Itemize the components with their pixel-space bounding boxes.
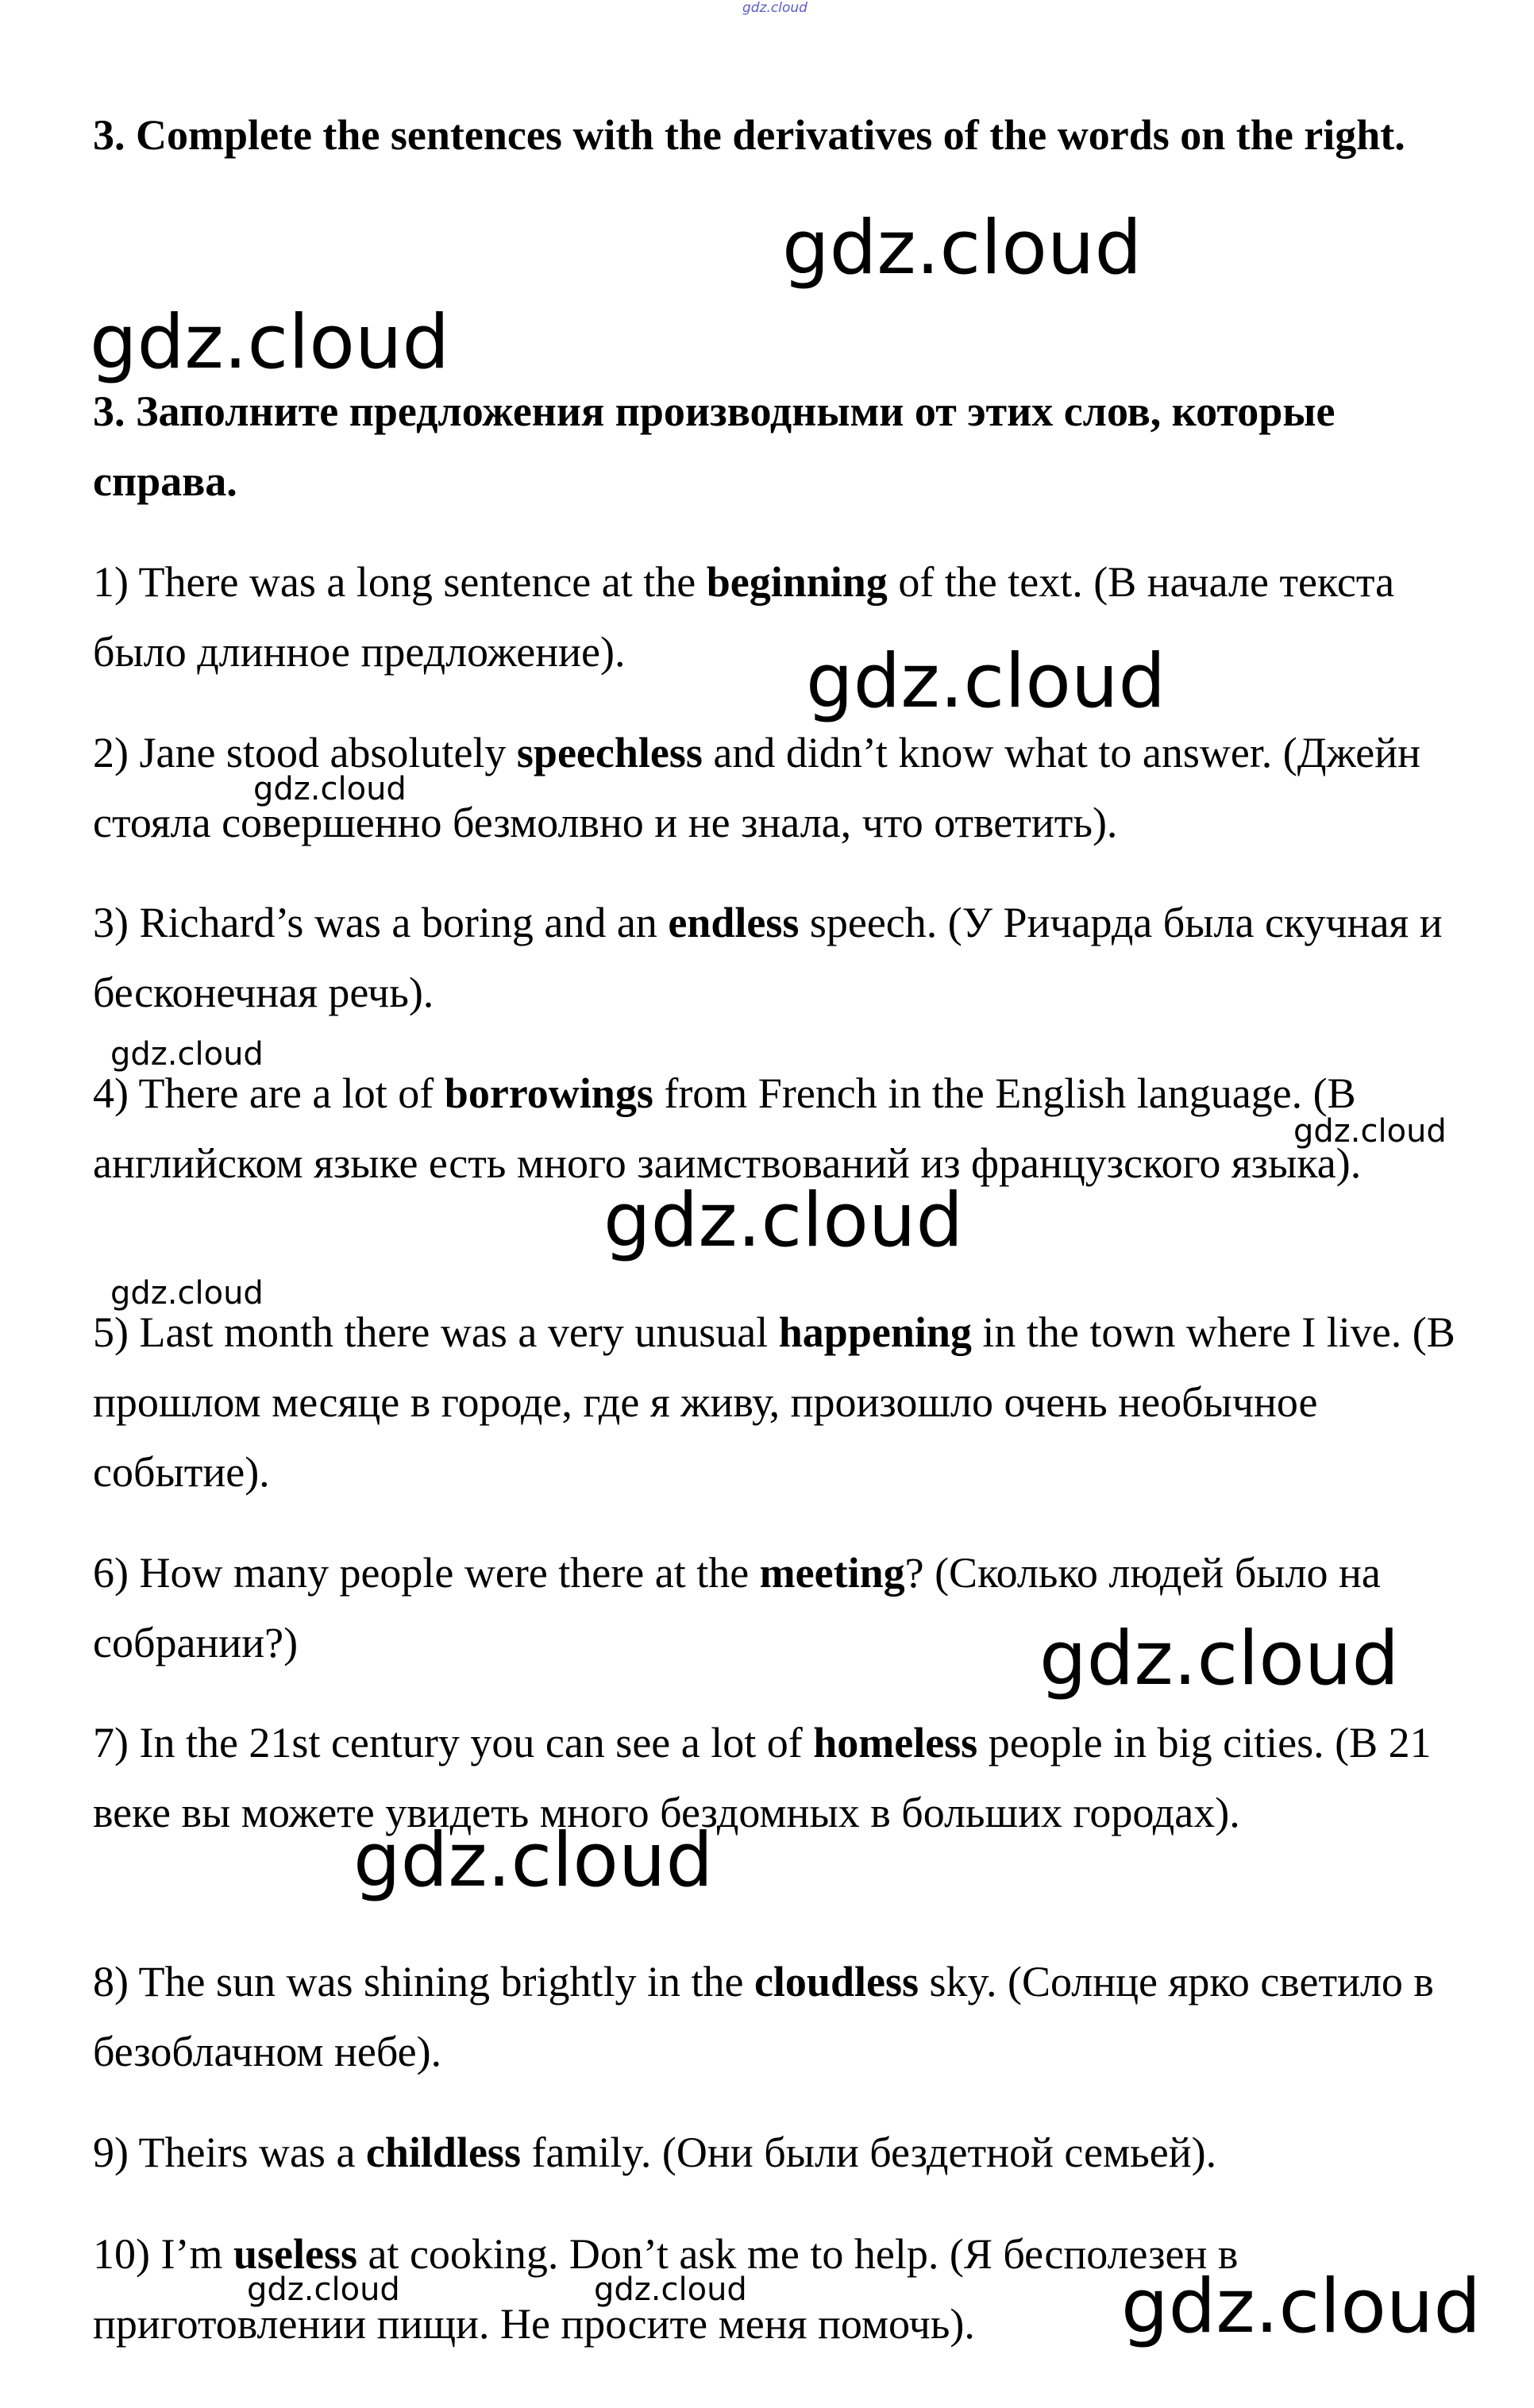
task-title-ru: 3. Заполните предложения производными от этих слов, которые справа. (93, 387, 1336, 505)
sentence-before: 10) I’m (93, 2230, 233, 2278)
sentence-before: 3) Richard’s was a boring and an (93, 899, 669, 946)
task-title-en: 3. Complete the sentences with the derivatives of the words on the right. (93, 111, 1405, 159)
answer-word: useless (233, 2230, 357, 2278)
watermark: gdz.cloud (1121, 2264, 1482, 2350)
answer-word: borrowings (444, 1069, 653, 1117)
sentence-8 (93, 1947, 1459, 2086)
sentence-after: people in big cities. (В 21 веке вы можете увидеть много бездомных в больших городах). (93, 1719, 1432, 1836)
answer-word: happening (778, 1308, 972, 1356)
sentence-after: sky. (Солнце ярко светило в безоблачном небе). (93, 1958, 1434, 2075)
answer-word: cloudless (754, 1958, 919, 2005)
sentence-after: from French in the English language. (В английском языке есть много заимствований из французского языка). (93, 1069, 1362, 1187)
sentence-before: 7) In the 21st century you can see a lot of (93, 1719, 814, 1767)
watermark: gdz.cloud (110, 1275, 264, 1312)
sentence-after: at cooking. Don’t ask me to help. (Я бесполезен в приготовлении пищи. Не просите меня помочь). (93, 2230, 1239, 2348)
sentence-after: of the text. (В начале текста было длинное предложение). (93, 558, 1395, 676)
answer-word: beginning (706, 558, 888, 606)
answer-word: childless (365, 2129, 521, 2176)
sentence-after: in the town where I live. (В прошлом месяце в городе, где я живу, произошло очень необычное событие). (93, 1308, 1455, 1496)
answer-word: homeless (813, 1719, 978, 1767)
sentence-after: ? (Сколько людей было на собрании?) (93, 1549, 1381, 1666)
top-watermark: gdz.cloud (742, 0, 807, 16)
watermark: gdz.cloud (247, 2271, 400, 2308)
sentence-after: and didn’t know what to answer. (Джейн стояла совершенно безмолвно и не знала, что ответить). (93, 729, 1420, 846)
watermark: gdz.cloud (110, 1036, 264, 1073)
watermark: gdz.cloud (1039, 1616, 1400, 1702)
watermark: gdz.cloud (782, 205, 1143, 291)
sentence-before: 4) There are a lot of (93, 1069, 445, 1117)
answer-word: speechless (516, 729, 703, 776)
watermark: gdz.cloud (603, 1177, 964, 1264)
sentence-before: 9) Theirs was a (93, 2129, 366, 2176)
sentence-before: 2) Jane stood absolutely (93, 729, 517, 776)
sentence-before: 8) The sun was shining brightly in the (93, 1958, 754, 2005)
sentence-5 (93, 1297, 1459, 1507)
watermark: gdz.cloud (806, 638, 1166, 725)
sentence-9 (93, 2117, 1459, 2187)
answer-word: meeting (759, 1549, 905, 1597)
watermark: gdz.cloud (90, 299, 450, 386)
sentence-7 (93, 1708, 1459, 1847)
sentence-before: 1) There was a long sentence at the (93, 558, 707, 606)
sentence-before: 5) Last month there was a very unusual (93, 1308, 779, 1356)
sentence-3 (93, 888, 1459, 1027)
watermark: gdz.cloud (253, 771, 407, 807)
sentence-before: 6) How many people were there at the (93, 1549, 760, 1597)
watermark: gdz.cloud (1293, 1113, 1447, 1150)
sentence-after: speech. (У Ричарда была скучная и бесконечная речь). (93, 899, 1443, 1016)
sentence-1 (93, 547, 1459, 687)
sentence-after: family. (Они были бездетной семьей). (520, 2129, 1217, 2176)
watermark: gdz.cloud (594, 2271, 747, 2308)
answer-word: endless (668, 899, 800, 946)
watermark: gdz.cloud (353, 1817, 714, 1904)
